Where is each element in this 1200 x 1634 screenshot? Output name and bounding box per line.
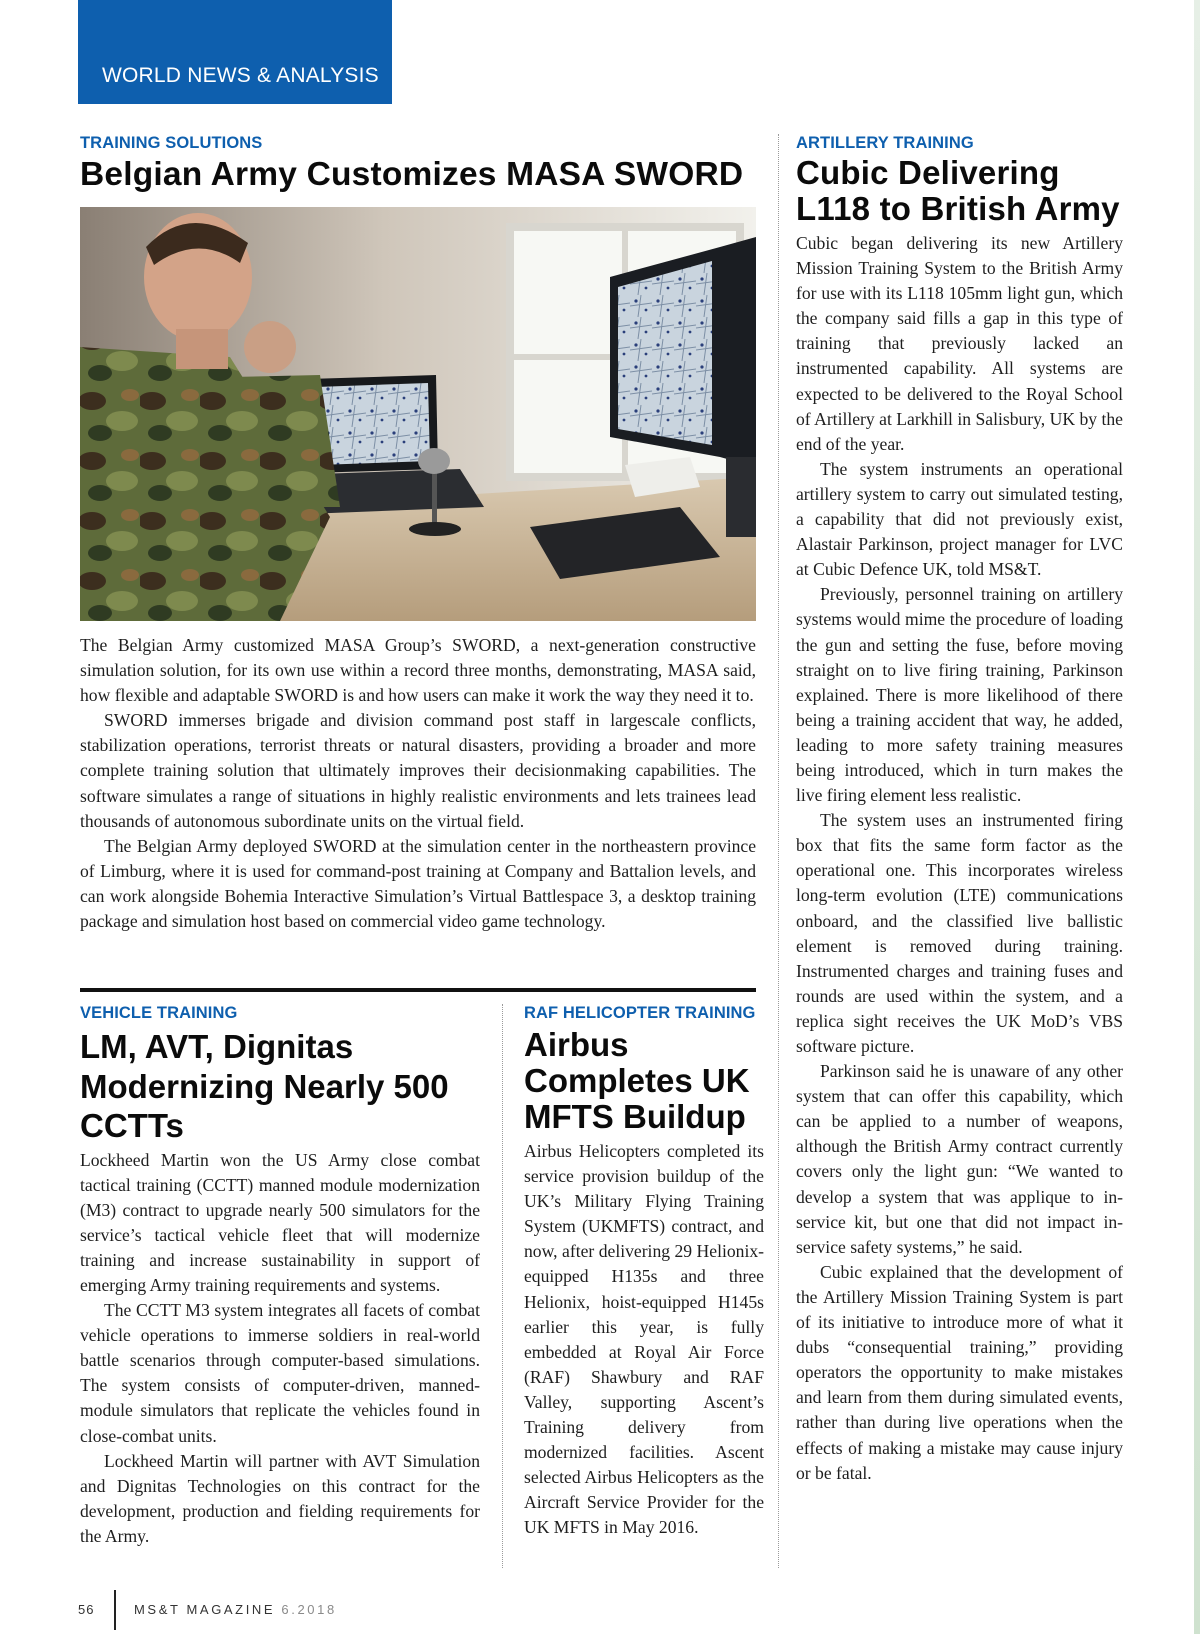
vehicle-article-paragraph: Lockheed Martin will partner with AVT Simulation and Dignitas Technologies on this contract for the development, production and fielding requirements for the Army. bbox=[80, 1450, 480, 1546]
artillery-article bbox=[796, 134, 1123, 1486]
raf-article-kicker: RAF HELICOPTER TRAINING bbox=[524, 1004, 756, 1022]
artillery-article-title: Cubic Delivering L118 to British Army bbox=[796, 154, 1120, 227]
page-number: 56 bbox=[78, 1602, 95, 1617]
main-article-title: Belgian Army Customizes MASA SWORD bbox=[80, 156, 744, 193]
page-edge-strip bbox=[1194, 0, 1200, 1634]
artillery-article-paragraph: Parkinson said he is unaware of any other system that can offer this capability, which can be applied to a number of weapons, although the British Army contract currently covers only the light gun: “We wanted to develop a system that was applique to in-service kit, but one that did not impact in-service safety systems,” he said. bbox=[796, 1061, 1123, 1257]
vehicle-article-kicker: VEHICLE TRAINING bbox=[80, 1004, 238, 1022]
vehicle-article-paragraph: The CCTT M3 system integrates all facets of combat vehicle operations to immerse soldiers in real-world battle scenarios through computer-based simulations. The system consists of computer-driven, manned-module simulators that replicate the vehicles found in close-combat units. bbox=[80, 1300, 480, 1446]
artillery-article-paragraph: Cubic explained that the development of the Artillery Mission Training System is part of its initiative to introduce more of what it dubs “consequential training,” providing operators the opportunity to make mistakes and learn from them during simulated events, rather than during live operations when the effects of making a mistake may cause injury or be fatal. bbox=[796, 1261, 1123, 1483]
artillery-article-paragraph: The system instruments an operational artillery system to carry out simulated testing, a capability that did not previously exist, Alastair Parkinson, project manager for LVC at Cubic Defence UK, told MS&T. bbox=[796, 458, 1123, 580]
issue-date: 6.2018 bbox=[281, 1602, 337, 1617]
main-article-header bbox=[80, 134, 756, 195]
artillery-article-body bbox=[796, 231, 1123, 1486]
vehicle-article-paragraph: Lockheed Martin won the US Army close combat tactical training (CCTT) manned module modernization (M3) contract to upgrade nearly 500 simulators for the service’s tactical vehicle fleet that will modernize training and increase sustainability in support of emerging Army training requirements and systems. bbox=[80, 1149, 480, 1295]
artillery-article-kicker: ARTILLERY TRAINING bbox=[796, 134, 974, 152]
section-divider bbox=[80, 988, 756, 992]
artillery-article-paragraph: Cubic began delivering its new Artillery Mission Training System to the British Army for use with its L118 105mm light gun, which the company said fills a gap in this type of training that previously lacked an instrumented capability. All systems are expected to be delivered to the Royal School of Artillery at Larkhill in Salisbury, UK by the end of the year. bbox=[796, 233, 1123, 454]
main-article-body bbox=[80, 633, 756, 934]
article-photo bbox=[80, 207, 756, 621]
section-title: WORLD NEWS & ANALYSIS bbox=[102, 64, 379, 87]
artillery-article-paragraph: Previously, personnel training on artillery systems would mime the procedure of loading the gun and setting the fuse, before moving straight on to live firing training, Parkinson explained. There is more likelihood of there being a training accident that way, he added, leading to more safety training measures being introduced, which in turn makes the live firing element less realistic. bbox=[796, 584, 1123, 806]
vehicle-article bbox=[80, 1004, 480, 1549]
section-banner bbox=[78, 0, 392, 104]
vehicle-article-body bbox=[80, 1148, 480, 1550]
magazine-name bbox=[134, 1602, 337, 1617]
artillery-article-paragraph: The system uses an instrumented firing box that fits the same form factor as the operational one. This incorporates wireless long-term evolution (LTE) communications onboard, and the classified live ballistic element is removed during training. Instrumented charges and training fuses and rounds are used within the system, and a replica sight receives the UK MoD’s VBS software picture. bbox=[796, 810, 1123, 1056]
main-article-paragraph: SWORD immerses brigade and division command post staff in largescale conflicts, stabilization operations, terrorist threats or natural disasters, providing a broader and more complete training solution that ultimately improves their decisionmaking capabilities. The software simulates a range of situations in highly realistic environments and lets trainees lead thousands of autonomous subordinate units on the virtual field. bbox=[80, 710, 756, 831]
raf-article bbox=[524, 1004, 764, 1541]
main-article-paragraph: The Belgian Army deployed SWORD at the simulation center in the northeastern province of Limburg, where it is used for command-post training at Company and Battalion levels, and can work alongside Bohemia Interactive Simulation’s Virtual Battlespace 3, a desktop training package and simulation host based on commercial video game technology. bbox=[80, 835, 756, 932]
main-article-kicker: TRAINING SOLUTIONS bbox=[80, 134, 263, 152]
raf-article-title: Airbus Completes UK MFTS Buildup bbox=[524, 1026, 750, 1135]
column-separator bbox=[502, 1004, 503, 1568]
raf-article-paragraph: Airbus Helicopters completed its service provision buildup of the UK’s Military Flying Training System (UKMFTS) contract, and now, after delivering 29 Helionix-equipped H135s and three Helionix, hoist-equipped H145s earlier this year, is fully embedded at Royal Air Force (RAF) Shawbury and RAF Valley, supporting Ascent’s Training delivery from modernized facilities. Ascent selected Airbus Helicopters as the Aircraft Service Provider for the UK MFTS in May 2016. bbox=[524, 1141, 764, 1538]
column-separator bbox=[778, 134, 779, 1568]
vehicle-article-title: LM, AVT, Dignitas Modernizing Nearly 500 CCTTs bbox=[80, 1028, 449, 1144]
raf-article-body bbox=[524, 1139, 764, 1541]
main-article-paragraph: The Belgian Army customized MASA Group’s SWORD, a next-generation constructive simulation solution, for its own use within a record three months, demonstrating, MASA said, how flexible and adaptable SWORD is and how users can make it work the way they need it to. bbox=[80, 635, 756, 706]
footer-divider bbox=[114, 1590, 116, 1630]
magazine-title: MS&T MAGAZINE bbox=[134, 1602, 276, 1617]
